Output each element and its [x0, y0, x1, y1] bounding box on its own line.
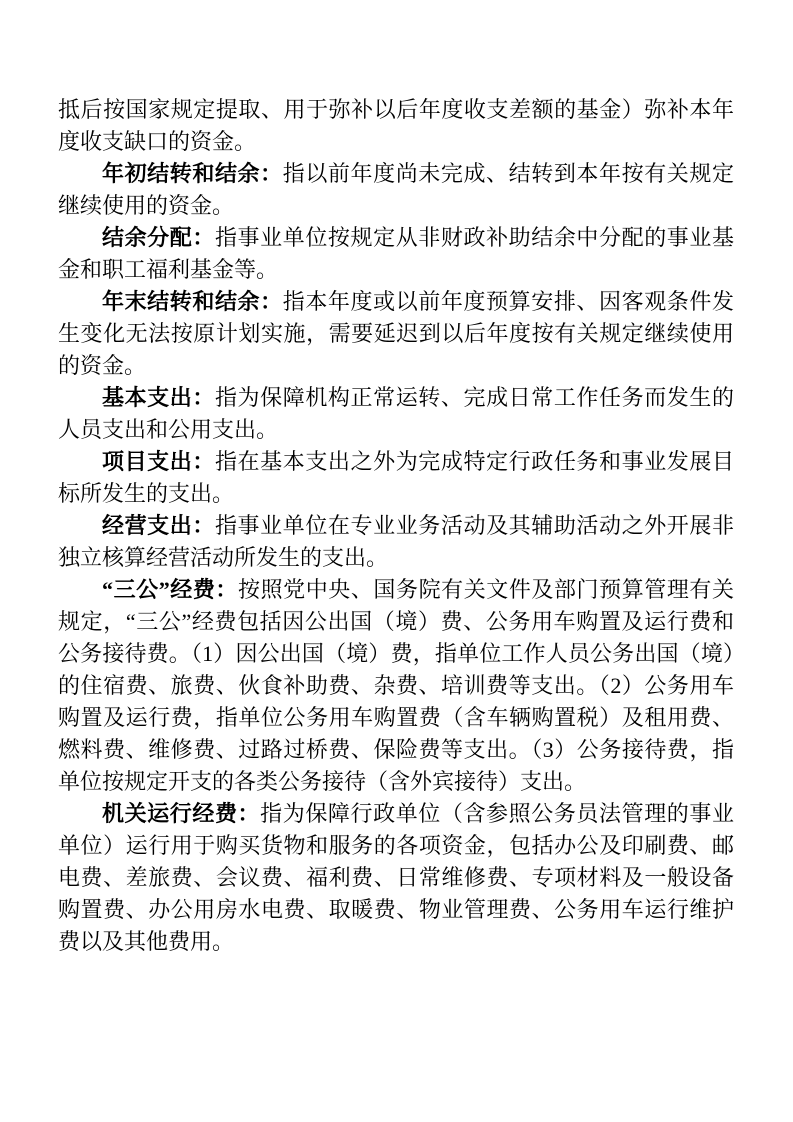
paragraph-carryover-continuation: [58, 94, 734, 158]
term-definition: 指以前年度尚未完成、结转到本年按有关规定继续使用的资金。: [58, 161, 734, 218]
term-definition: 指在基本支出之外为完成特定行政任务和事业发展目标所发生的支出。: [58, 449, 734, 506]
paragraph-operating-expenditure: [58, 510, 734, 574]
term-label: 项目支出：: [102, 449, 215, 474]
paragraph-year-begin-carryover-and-surplus: [58, 158, 734, 222]
term-definition: 指本年度或以前年度预算安排、因客观条件发生变化无法按原计划实施，需要延迟到以后年度按有关规定继续使用的资金。: [58, 289, 734, 378]
term-label: 基本支出：: [102, 385, 215, 410]
term-definition: 指事业单位按规定从非财政补助结余中分配的事业基金和职工福利基金等。: [58, 225, 734, 282]
term-label: 经营支出：: [102, 513, 215, 538]
term-definition: 指事业单位在专业业务活动及其辅助活动之外开展非独立核算经营活动所发生的支出。: [58, 513, 734, 570]
term-label: 结余分配：: [102, 225, 215, 250]
term-label: 年初结转和结余：: [102, 161, 283, 186]
document-text-block: [58, 94, 734, 958]
term-definition: 指为保障机构正常运转、完成日常工作任务而发生的人员支出和公用支出。: [58, 385, 734, 442]
paragraph-surplus-distribution: [58, 222, 734, 286]
term-definition: 抵后按国家规定提取、用于弥补以后年度收支差额的基金）弥补本年度收支缺口的资金。: [58, 97, 734, 154]
term-definition: 按照党中央、国务院有关文件及部门预算管理有关规定，“三公”经费包括因公出国（境）费、公务用车购置及运行费和公务接待费。（1）因公出国（境）费，指单位工作人员公务出国（境）的住宿费、旅费、伙食补助费、杂费、培训费等支出。（2）公务用车购置及运行费，指单位公务用车购置费（含车辆购置税）及租用费、燃料费、维修费、过路过桥费、保险费等支出。（3）公务接待费，指单位按规定开支的各类公务接待（含外宾接待）支出。: [58, 577, 734, 794]
term-definition: 指为保障行政单位（含参照公务员法管理的事业单位）运行用于购买货物和服务的各项资金，包括办公及印刷费、邮电费、差旅费、会议费、福利费、日常维修费、专项材料及一般设备购置费、办公用房水电费、取暖费、物业管理费、公务用车运行维护费以及其他费用。: [58, 801, 734, 954]
paragraph-project-expenditure: [58, 446, 734, 510]
paragraph-three-public-funds: [58, 574, 734, 798]
term-label: 机关运行经费：: [102, 801, 261, 826]
paragraph-year-end-carryover-and-surplus: [58, 286, 734, 382]
paragraph-agency-operation-funds: [58, 798, 734, 958]
term-label: “三公”经费：: [102, 577, 238, 602]
paragraph-basic-expenditure: [58, 382, 734, 446]
term-label: 年末结转和结余：: [102, 289, 283, 314]
